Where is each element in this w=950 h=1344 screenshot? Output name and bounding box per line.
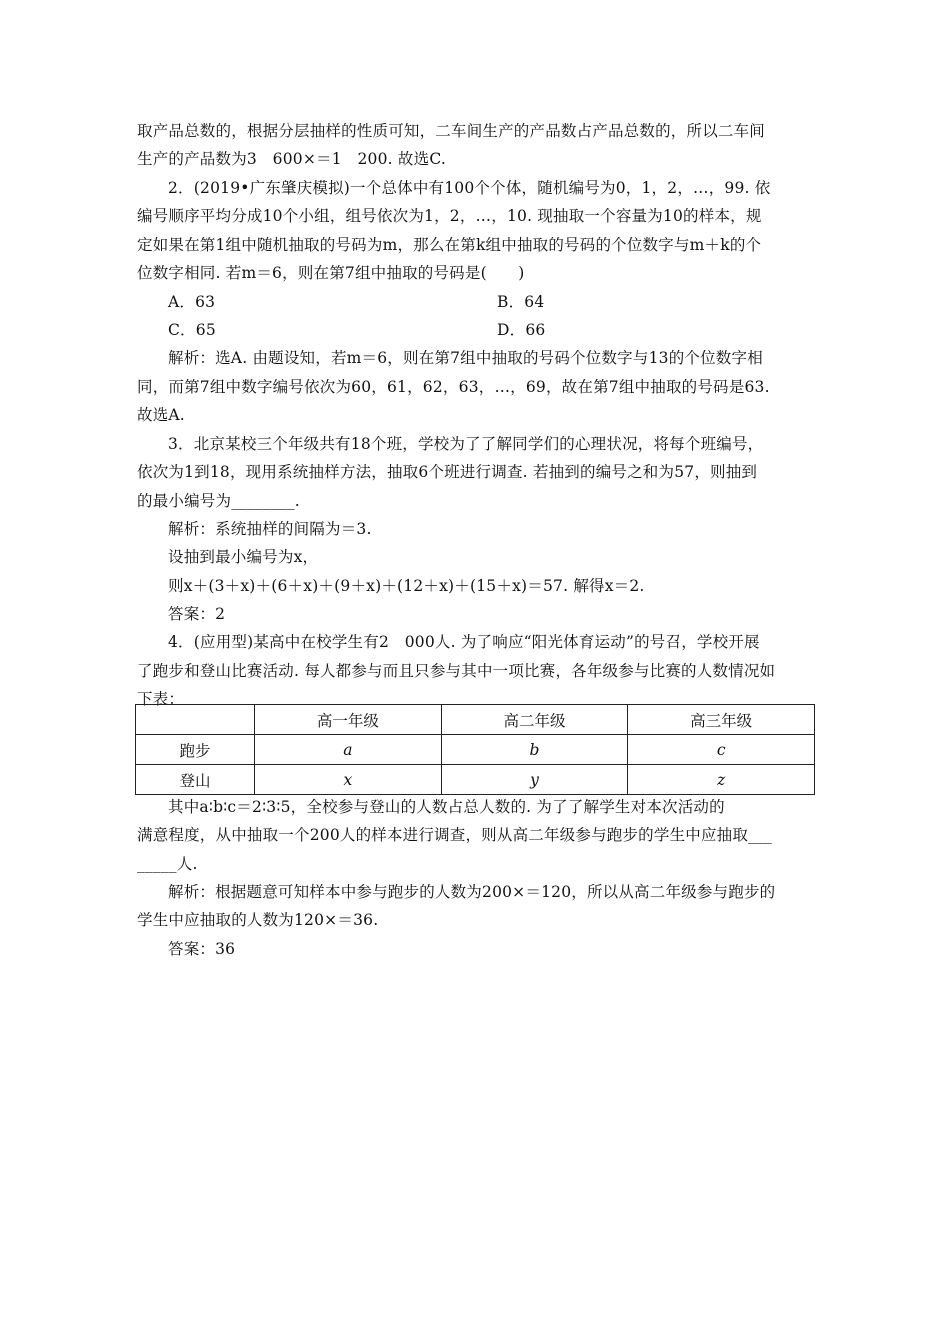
question-4-line: 下表： <box>137 690 185 708</box>
table-cell: z <box>628 765 815 795</box>
question-4-line: 满意程度，从中抽取一个200人的样本进行调查，则从高二年级参与跑步的学生中应抽取___ <box>137 826 772 844</box>
solution-line: 解析：根据题意可知样本中参与跑步的人数为200×＝120，所以从高二年级参与跑步的 <box>168 883 776 901</box>
table-row-label: 跑步 <box>136 735 255 765</box>
table-header-cell: 高二年级 <box>441 705 628 735</box>
question-2-line: 2．(2019•广东肇庆模拟)一个总体中有100个个体，随机编号为0，1，2，…，99. 依 <box>168 179 771 197</box>
question-4-line: 了跑步和登山比赛活动. 每人都参与而且只参与其中一项比赛，各年级参与比赛的人数情况如 <box>137 662 776 680</box>
question-2-line: 编号顺序平均分成10个小组，组号依次为1，2，…，10. 现抽取一个容量为10的样本，规 <box>137 207 762 225</box>
table-cell: a <box>255 735 442 765</box>
table-cell: x <box>255 765 442 795</box>
solution-line: 同，而第7组中数字编号依次为60，61，62，63，…，69，故在第7组中抽取的号码是63. <box>137 378 770 396</box>
answer-line: 答案：2 <box>168 605 226 623</box>
text-line: 取产品总数的，根据分层抽样的性质可知，二车间生产的产品数占产品总数的，所以二车间 <box>137 122 766 140</box>
option-c: C．65 <box>168 321 216 339</box>
solution-line: 学生中应抽取的人数为120×＝36. <box>137 911 379 929</box>
table-header-cell <box>136 705 255 735</box>
table-row-label: 登山 <box>136 765 255 795</box>
table-cell: b <box>441 735 628 765</box>
question-2-line: 位数字相同. 若m＝6，则在第7组中抽取的号码是( ) <box>137 264 525 282</box>
solution-line: 解析：选A. 由题设知，若m＝6，则在第7组中抽取的号码个位数字与13的个位数字相 <box>168 349 763 367</box>
question-2-line: 定如果在第1组中随机抽取的号码为m，那么在第k组中抽取的号码的个位数字与m＋k的个 <box>137 236 762 254</box>
option-a: A．63 <box>168 293 216 311</box>
participation-table <box>135 704 815 795</box>
table-row <box>136 765 815 795</box>
table-header-cell: 高三年级 <box>628 705 815 735</box>
solution-line: 解析：系统抽样的间隔为＝3. <box>168 520 372 538</box>
question-4-line: _____人. <box>137 855 198 873</box>
solution-line: 设抽到最小编号为x， <box>168 548 319 566</box>
table-cell: c <box>628 735 815 765</box>
text-line: 生产的产品数为3 600×＝1 200. 故选C. <box>137 150 446 168</box>
answer-line: 答案：36 <box>168 940 236 958</box>
solution-line: 则x＋(3＋x)＋(6＋x)＋(9＋x)＋(12＋x)＋(15＋x)＝57. 解得x＝2. <box>168 577 645 595</box>
option-b: B．64 <box>497 293 545 311</box>
solution-line: 故选A. <box>137 406 185 424</box>
question-4-line: 4．(应用型)某高中在校学生有2 000人. 为了响应“阳光体育运动”的号召，学校开展 <box>168 633 760 651</box>
question-3-line: 3．北京某校三个年级共有18个班，学校为了了解同学们的心理状况，将每个班编号， <box>168 435 764 453</box>
question-3-line: 的最小编号为________. <box>137 492 300 510</box>
option-d: D．66 <box>497 321 546 339</box>
table-header-row <box>136 705 815 735</box>
question-3-line: 依次为1到18，现用系统抽样方法，抽取6个班进行调查. 若抽到的编号之和为57，则抽到 <box>137 463 758 481</box>
table-cell: y <box>441 765 628 795</box>
question-4-line: 其中a∶b∶c＝2∶3∶5，全校参与登山的人数占总人数的. 为了了解学生对本次活动的 <box>168 798 725 816</box>
table-row <box>136 735 815 765</box>
table-header-cell: 高一年级 <box>255 705 442 735</box>
